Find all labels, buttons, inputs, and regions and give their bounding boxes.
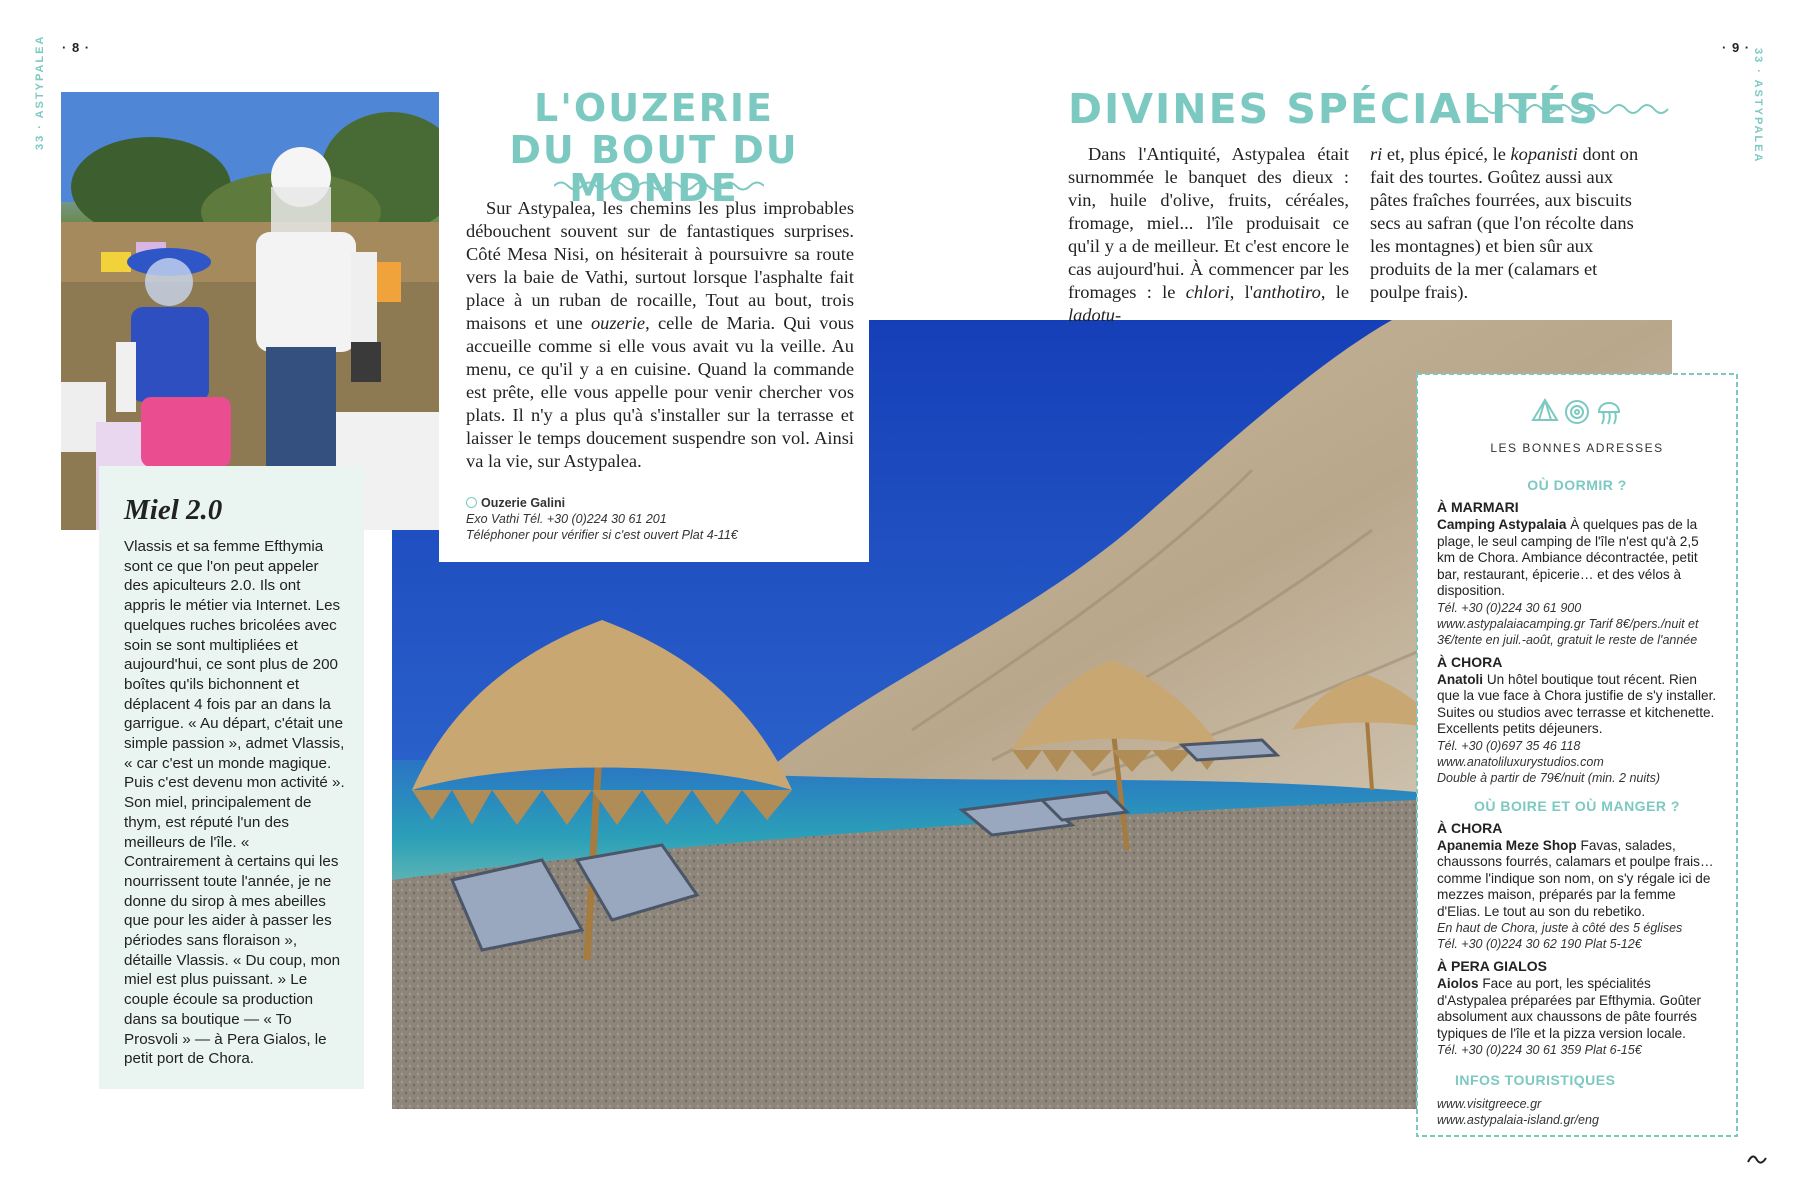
aiolos-entry: Aiolos Face au port, les spécialités d'Astypalea préparées par Efthymia. Goûter absolument aux chaussons de pâte fourrés typiques de l'île et la pizza version locale. xyxy=(1437,976,1702,1041)
wave-ornament-icon xyxy=(1472,99,1677,119)
aiolos-phone: Tél. +30 (0)224 30 61 359 Plat 6-15€ xyxy=(1437,1043,1642,1057)
ouzerie-info-line1: Exo Vathi Tél. +30 (0)224 30 61 201 xyxy=(466,512,667,526)
ouzerie-article xyxy=(439,75,869,562)
divines-article xyxy=(1062,75,1672,325)
ouzerie-info xyxy=(466,495,856,543)
adresses-heading: LES BONNES ADRESSES xyxy=(1490,441,1664,455)
apanemia-location: En haut de Chora, juste à côté des 5 églises xyxy=(1437,921,1683,935)
location-chora-2: À CHORA xyxy=(1437,819,1503,836)
location-marmari: À MARMARI xyxy=(1437,499,1519,515)
divines-title: DIVINES SPÉCIALITÉS xyxy=(1068,85,1600,133)
anatoli-price: Double à partir de 79€/nuit (min. 2 nuits) xyxy=(1437,770,1661,785)
section-boire: OÙ BOIRE ET OÙ MANGER ? xyxy=(1474,797,1680,814)
wave-corner-icon xyxy=(1746,1150,1768,1166)
bonnes-adresses-box xyxy=(1409,366,1745,1144)
jellyfish-icon xyxy=(1599,403,1619,424)
right-running-head: 33 · ASTYPALEA xyxy=(1752,48,1764,164)
miel-title: Miel 2.0 xyxy=(124,494,223,526)
section-infos: INFOS TOURISTIQUES xyxy=(1455,1072,1616,1088)
miel-text: Vlassis et sa femme Efthymia sont ce que l'on peut appeler des apiculteurs 2.0. Ils ont appris le métier via Internet. Les quelques ruches bricolées avec soin se sont multipliées et aujourd'hui, ce sont plus de 200 boîtes qu'ils bichonnent et déplacent 4 fois par an dans la garrigue. « Au départ, c'était une simple passion », admet Vlassis, « car c'est un monde magique. Puis c'est devenu mon activité ». Son miel, principalement de thym, est réputé l'un des meilleurs de l'île. « Contrairement à certains qui les nourrissent toute l'année, je ne donne du sirop à mes abeilles que pour les aider à passer les périodes sans floraison », détaille Vlassis. « Du coup, mon miel est plus puissant. » Le couple écoule sa production dans sa boutique — « To Prosvoli » — à Pera Gialos, le petit port de Chora. xyxy=(124,538,345,1068)
wave-ornament-icon xyxy=(554,177,764,195)
left-running-head: 33 · ASTYPALEA xyxy=(34,34,46,150)
camping-meta: Tél. +30 (0)224 30 61 900 www.astypalaiacamping.gr Tarif 8€/pers./nuit et 3€/tente en juil.-août, gratuit le reste de l'année xyxy=(1437,600,1699,647)
info-link-1[interactable]: www.visitgreece.gr xyxy=(1437,1097,1542,1111)
location-chora-1: À CHORA xyxy=(1437,653,1503,670)
ouzerie-title-line1: L'OUZERIE xyxy=(534,86,774,130)
bonnes-adresses-content xyxy=(1437,394,1717,1128)
left-page-number: · 8 · xyxy=(62,40,91,55)
pin-icon xyxy=(466,497,477,508)
divines-col2: ri et, plus épicé, le kopanisti dont on fait des tourtes. Goûtez aussi aux pâtes fraîches fourrées, aux biscuits secs au safran (que l'on récolte dans les montagnes) et bien sûr aux produits de la mer (calamars et poulpe frais). xyxy=(1370,144,1639,302)
beekeepers-photo xyxy=(61,92,439,530)
ouzerie-body: Sur Astypalea, les chemins les plus improbables débouchent souvent sur de fantastiques surprises. Côté Mesa Nisi, on hésiterait à poursuivre sa route vers la baie de Vathi, surtout lorsque l'asphalte fait place à un ruban de rocaille, Tout au bout, trois maisons et une ouzerie, celle de Maria. Qui vous accueille comme si elle vous avait vu la veille. Au menu, ce qu'il y a en cuisine. Quand la commande est prête, elle vous appelle pour venir chercher vos plats. Il n'y a plus qu'à s'installer sur la terrasse et laisser le temps doucement suspendre son vol. Ainsi va la vie, sur Astypalea. xyxy=(466,198,854,471)
ammonite-icon xyxy=(1566,401,1588,423)
right-page-number: · 9 · xyxy=(1722,40,1751,55)
camping-entry: Camping Astypalaia À quelques pas de la plage, le seul camping de l'île n'est qu'à 2,5 km de Chora. Ambiance décontractée, petit bar, restaurant, épicerie… et des vélos à disposition. xyxy=(1437,517,1699,598)
ouzerie-info-line2: Téléphoner pour vérifier si c'est ouvert Plat 4-11€ xyxy=(466,528,738,542)
ouzerie-info-name: Ouzerie Galini xyxy=(481,496,566,510)
anatoli-phone: Tél. +30 (0)697 35 46 118 xyxy=(1437,738,1581,753)
info-link-2[interactable]: www.astypalaia-island.gr/eng xyxy=(1437,1113,1599,1127)
anatoli-website: www.anatoliluxurystudios.com xyxy=(1437,754,1604,769)
section-dormir: OÙ DORMIR ? xyxy=(1527,477,1627,493)
apanemia-entry: Apanemia Meze Shop Favas, salades, chaussons fourrés, calamars et poulpe frais… comme l'indique son nom, on s'y régale ici de mezzes maison, préparés par la femme d'Elias. Le tout au son du rebetiko. xyxy=(1437,837,1714,919)
ouzerie-title-line2: DU BOUT DU MONDE xyxy=(509,128,799,210)
divines-col1: Dans l'Antiquité, Astypalea était surnommée le banquet des dieux : vin, huile d'olive, fruits, céréales, fromage, miel... l'île produisait ce qu'il y a de meilleur. Et c'est encore le cas aujourd'hui. À commencer par les fromages : le chlori, l'anthotiro, le ladotu- xyxy=(1068,144,1349,325)
beekeepers-illustration xyxy=(61,92,439,530)
location-pera-gialos: À PERA GIALOS xyxy=(1437,958,1547,974)
sea-creatures-icons xyxy=(1437,394,1717,433)
anatoli-entry: Anatoli Un hôtel boutique tout récent. Rien que la vue face à Chora justifie de s'y installer. Suites ou studios avec terrasse et kitchenette. Excellents petits déjeuners. xyxy=(1437,671,1717,736)
miel-sidebar xyxy=(99,466,364,1089)
shell-icon xyxy=(1533,400,1557,420)
apanemia-phone: Tél. +30 (0)224 30 62 190 Plat 5-12€ xyxy=(1437,937,1642,951)
